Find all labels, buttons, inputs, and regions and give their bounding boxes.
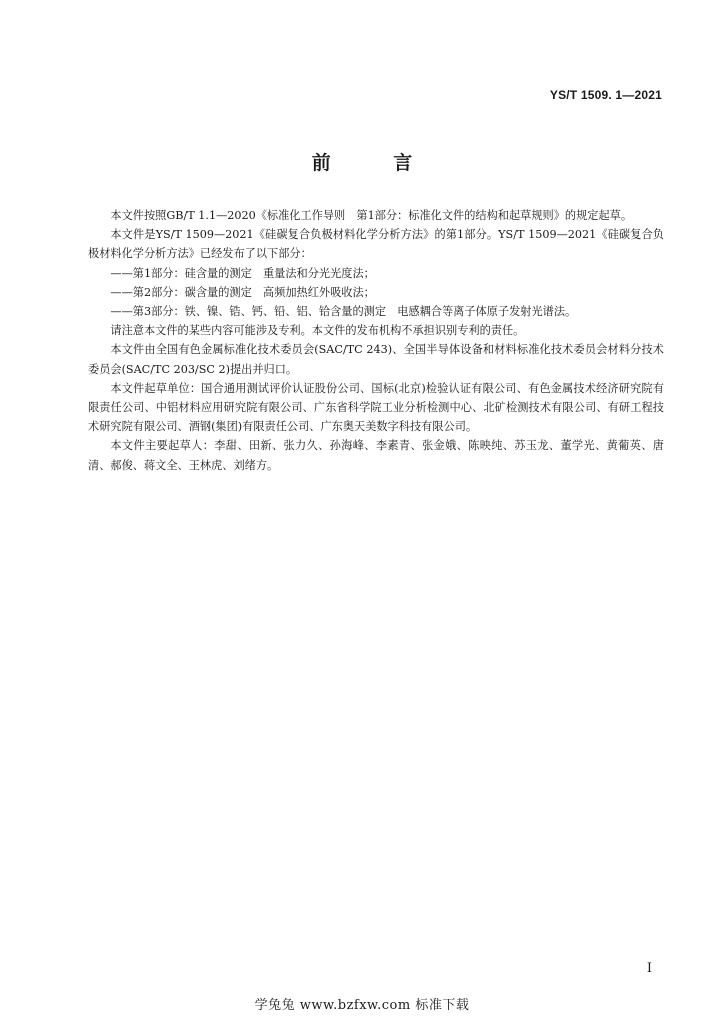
paragraph-part-description: 本文件是YS/T 1509—2021《硅碳复合负极材料化学分析方法》的第1部分。YS/T 1509—2021《硅碳复合负极材料化学分析方法》已经发布了以下部分： xyxy=(88,228,664,261)
list-item-part-2: ——第2部分：碳含量的测定 高频加热红外吸收法； xyxy=(110,285,375,299)
list-item-part-3: ——第3部分：铁、镍、锆、钙、铅、铝、铪含量的测定 电感耦合等离子体原子发射光谱法。 xyxy=(110,305,577,319)
paragraph-drafting-rules: 本文件按照GB/T 1.1—2020《标准化工作导则 第1部分：标准化文件的结构和起草规则》的规定起草。 xyxy=(110,209,633,222)
standard-code: YS/T 1509. 1—2021 xyxy=(549,88,662,102)
paragraph-patent-notice: 请注意本文件的某些内容可能涉及专利。本文件的发布机构不承担识别专利的责任。 xyxy=(110,324,525,338)
footer-watermark: 学兔兔 www.bzfxw.com 标准下载 xyxy=(254,998,470,1013)
page-title: 前 言 xyxy=(311,152,441,174)
foreword-body xyxy=(88,206,664,475)
paragraph-drafting-units: 本文件起草单位：国合通用测试评价认证股份公司、国标(北京)检验认证有限公司、有色金属技术经济研究院有限责任公司、中铝材料应用研究院有限公司、广东省科学院工业分析检测中心、北矿检测技术有限公司、有研工程技术研究院有限公司、酒钢(集团)有限责任公司、广东奥天美数字科技有限公司。 xyxy=(88,381,664,434)
list-item-part-1: ——第1部分：硅含量的测定 重量法和分光光度法； xyxy=(110,266,375,280)
page-number: I xyxy=(646,961,652,976)
paragraph-drafters: 本文件主要起草人：李甜、田新、张力久、孙海峰、李素青、张金娥、陈映纯、苏玉龙、董学光、黄葡英、唐清、郝俊、蒋文全、王林虎、刘绪方。 xyxy=(88,439,664,472)
paragraph-proposer: 本文件由全国有色金属标准化技术委员会(SAC/TC 243)、全国半导体设备和材料标准化技术委员会材料分技术委员会(SAC/TC 203/SC 2)提出并归口。 xyxy=(88,343,664,376)
